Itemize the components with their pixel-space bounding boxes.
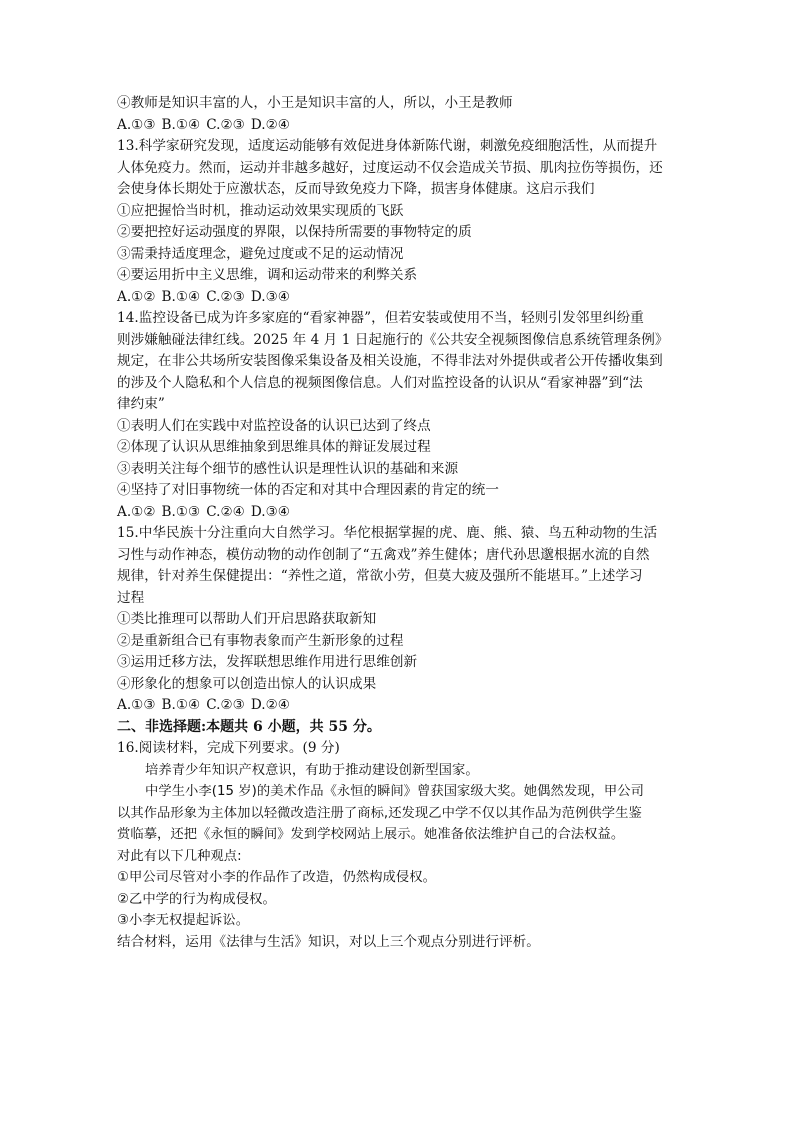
- q16-head: 16.阅读材料，完成下列要求。(9 分): [117, 740, 340, 756]
- q14-stem-line: 14.监控设备已成为许多家庭的“看家神器”，但若安装或使用不当，轻则引发邻里纠纷重: [117, 310, 644, 326]
- q16-material-line: 中学生小李(15 岁)的美术作品《永恒的瞬间》曾获国家级大奖。她偶然发现，甲公司: [145, 784, 644, 799]
- option-c: C.②③: [206, 116, 245, 133]
- option-c: C.②③: [206, 697, 245, 713]
- q14-stem-line: 规定，在非公共场所安装图像采集设备及相关设施，不得非法对外提供或者公开传播收集到: [117, 353, 663, 369]
- question-16: [117, 738, 689, 953]
- q15-stem-line: 过程: [117, 589, 145, 606]
- q12-options: [117, 115, 689, 137]
- option-a: A.①②: [117, 288, 156, 305]
- q14-stem-line: 则涉嫌触碰法律红线。2025 年 4 月 1 日起施行的《公共安全视频图像信息系统管理条例》: [117, 331, 669, 348]
- q16-view: ③小李无权提起诉讼。: [117, 913, 250, 928]
- option-c: C.②④: [206, 503, 245, 520]
- option-d: D.③④: [250, 288, 290, 305]
- q16-task: 结合材料，运用《法律与生活》知识，对以上三个观点分别进行评析。: [117, 933, 540, 950]
- question-15: [117, 523, 689, 717]
- q16-view: ②乙中学的行为构成侵权。: [117, 891, 276, 907]
- q14-item: ③表明关注每个细节的感性认识是理性认识的基础和来源: [117, 460, 459, 477]
- q15-item: ①类比推理可以帮助人们开启思路获取新知: [117, 611, 377, 627]
- q13-item: ③需秉持适度理念，避免过度或不足的运动情况: [117, 245, 404, 262]
- q15-item: ②是重新组合已有事物表象而产生新形象的过程: [117, 632, 404, 649]
- q12-item-4: ④教师是知识丰富的人，小王是知识丰富的人，所以，小王是教师: [117, 95, 513, 111]
- q14-options: [117, 502, 689, 524]
- q13-item: ②要把控好运动强度的界限，以保持所需要的事物特定的质: [117, 224, 472, 240]
- q16-material-line: 赏临摹，还把《永恒的瞬间》发到学校网站上展示。她准备依法维护自己的合法权益。: [117, 827, 625, 842]
- q15-item: ④形象化的想象可以创造出惊人的认识成果: [117, 675, 377, 692]
- q14-stem-line: 律约束”: [117, 396, 165, 412]
- q13-stem-line: 人体免疫力。然而，运动并非越多越好，过度运动不仅会造成关节损、肌肉拉伤等损伤，还: [117, 159, 663, 176]
- q15-stem-line: 习性与动作神态，模仿动物的动作创制了“五禽戏”养生健体；唐代孙思邈根据水流的自然: [117, 546, 650, 563]
- q14-item: ①表明人们在实践中对监控设备的认识已达到了终点: [117, 417, 431, 434]
- q14-item: ④坚持了对旧事物统一体的否定和对其中合理因素的肯定的统一: [117, 482, 500, 498]
- q14-stem-line: 的涉及个人隐私和个人信息的视频图像信息。人们对监控设备的认识从“看家神器”到“法: [117, 374, 643, 391]
- option-b: B.①③: [161, 503, 201, 520]
- q13-item: ④要运用折中主义思维，调和运动带来的利弊关系: [117, 267, 418, 283]
- question-14: [117, 308, 689, 523]
- exam-page: [117, 93, 689, 953]
- option-b: B.①④: [161, 697, 201, 713]
- q16-view: ①甲公司尽管对小李的作品作了改造，仍然构成侵权。: [117, 870, 436, 885]
- q13-item: ①应把握恰当时机，推动运动效果实现质的飞跃: [117, 202, 404, 219]
- option-d: D.③④: [250, 503, 290, 520]
- option-d: D.②④: [250, 697, 290, 713]
- q16-material-intro: 培养青少年知识产权意识，有助于推动建设创新型国家。: [145, 762, 479, 778]
- q15-options: [117, 695, 689, 717]
- q14-item: ②体现了认识从思维抽象到思维具体的辩证发展过程: [117, 439, 431, 455]
- q16-material-line: 以其作品形象为主体加以轻微改造注册了商标,还发现乙中学不仅以其作品为范例供学生鉴: [117, 805, 642, 821]
- q16-views-intro: 对此有以下几种观点:: [117, 848, 242, 864]
- option-b: B.①④: [161, 116, 201, 133]
- option-a: A.①②: [117, 503, 156, 520]
- option-a: A.①③: [117, 697, 156, 713]
- q15-stem-line: 规律，针对养生保健提出：“养性之道，常欲小劳，但莫大疲及强所不能堪耳。”上述学习: [117, 568, 643, 584]
- section-heading: 二、非选择题:本题共 6 小题，共 55 分。: [117, 718, 381, 735]
- q15-stem-line: 15.中华民族十分注重向大自然学习。华佗根据掌握的虎、鹿、熊、猿、鸟五种动物的生活: [117, 525, 658, 541]
- q13-stem-line: 13.科学家研究发现，适度运动能够有效促进身体新陈代谢，刺激免疫细胞活性，从而提升: [117, 138, 658, 154]
- option-b: B.①④: [161, 288, 201, 305]
- option-a: A.①③: [117, 116, 156, 133]
- option-d: D.②④: [250, 116, 290, 133]
- q15-item: ③运用迁移方法，发挥联想思维作用进行思维创新: [117, 654, 418, 670]
- question-13: [117, 136, 689, 308]
- option-c: C.②③: [206, 288, 245, 305]
- q13-stem-line: 会使身体长期处于应激状态，反而导致免疫力下降，损害身体健康。这启示我们: [117, 181, 595, 197]
- q13-options: [117, 287, 689, 309]
